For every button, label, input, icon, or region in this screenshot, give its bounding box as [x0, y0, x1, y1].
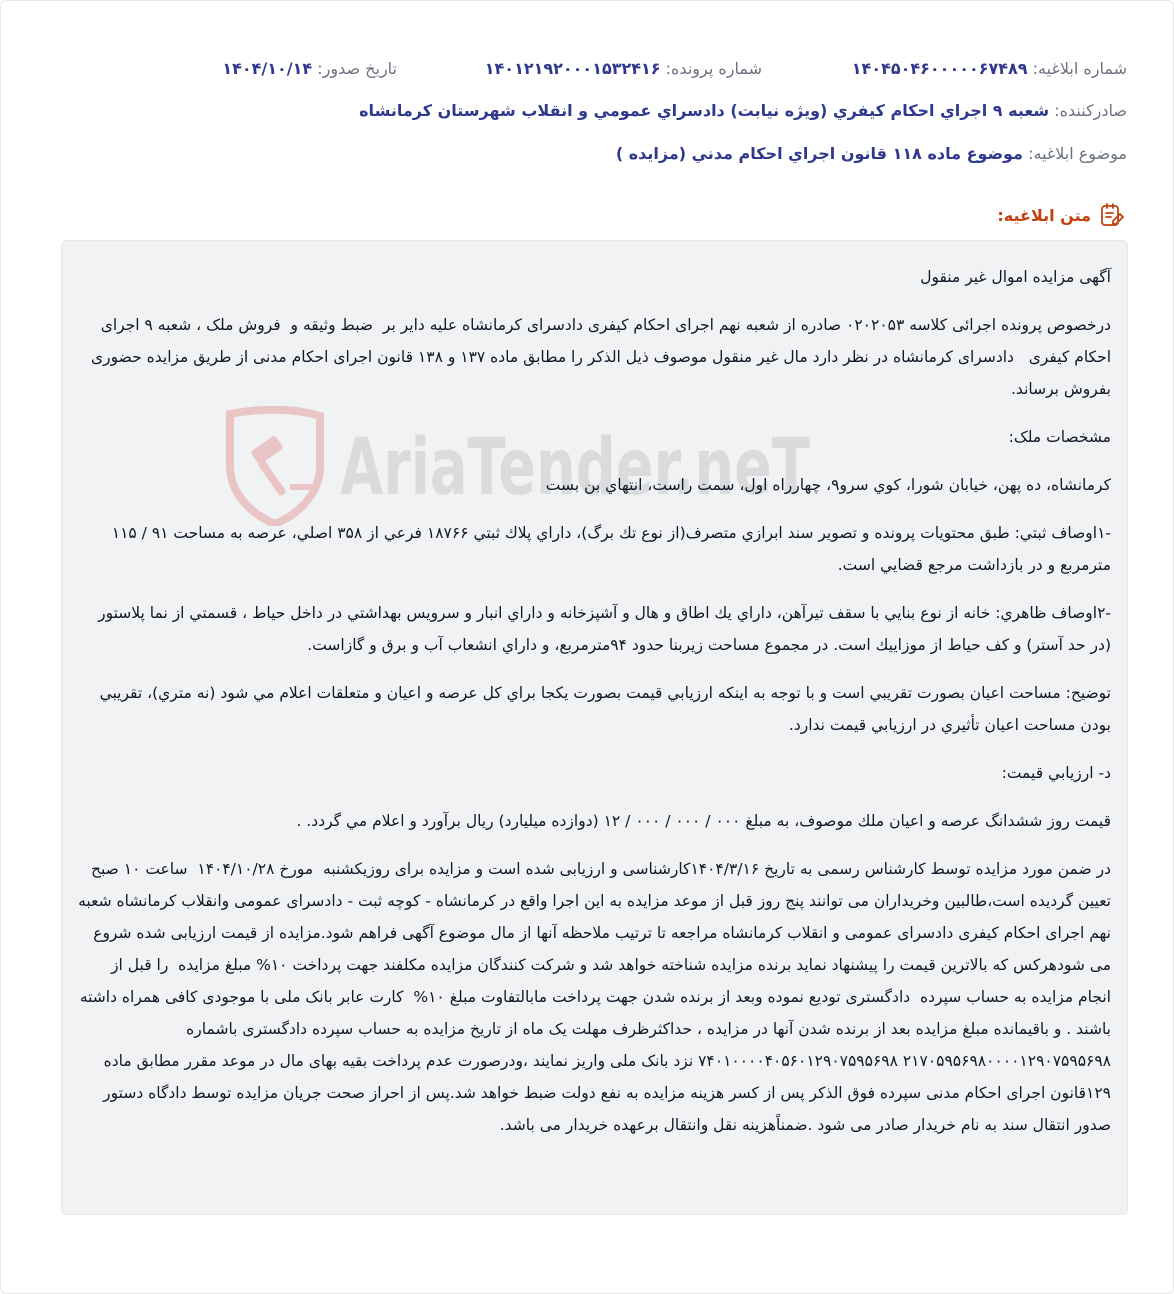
notice-heading-text: آگهی مزایده اموال غیر منقول [920, 268, 1111, 286]
notice-paragraph: قيمت روز ششدانگ عرصه و اعيان ملك موصوف، به مبلغ ۰۰۰ / ۰۰۰ / ۰۰۰ / ۱۲ (دوازده ميليارد) ريال برآورد و اعلام مي گردد. . [296, 812, 1111, 830]
subject-label: موضوع ابلاغیه: [1028, 144, 1127, 163]
notice-number-label: شماره ابلاغیه: [1032, 59, 1127, 78]
notice-paragraph: -۲اوصاف ظاهري: خانه از نوع بنايي با سقف تيرآهن، داراي يك اطاق و هال و آشپزخانه و داراي انبار و سرويس بهداشتي در داخل حياط ، قسمتي از نما پلاستور (در حد آستر) و كف حياط از موزاييك است. در مجموع مساحت زيربنا حدود ۹۴مترمربع، و داراي انشعاب آب و برق و گازاست. [93, 604, 1111, 654]
case-number-field [485, 57, 762, 81]
notice-paragraph: د- ارزيابي قيمت: [1001, 764, 1111, 782]
watermark-text: AriaTender.neT [340, 423, 810, 513]
notice-number-field [852, 57, 1127, 81]
subject-field [616, 142, 1127, 166]
notice-body [73, 261, 1111, 1157]
document-pen-icon [1099, 202, 1125, 228]
notice-paragraph: -۱اوصاف ثبتي: طبق محتويات پرونده و تصوير سند ابرازي متصرف(از نوع تك برگ)، داراي پلاك ثبتي ۱۸۷۶۶ فرعي از ۳۵۸ اصلي، عرصه به مساحت ۹۱ / ۱۱۵ مترمربع و در بازداشت مرجع قضايي است. [106, 524, 1111, 574]
notice-number-value: ۱۴۰۴۵۰۴۶۰۰۰۰۰۶۷۴۸۹ [851, 59, 1028, 78]
notice-paragraph: توضيح: مساحت اعيان بصورت تقريبي است و با توجه به اينكه ارزيابي قيمت بصورت يكجا براي كل عرصه و اعيان و متعلقات اعلام مي شود (نه متري)، تقريبي بودن مساحت اعيان تأثيري در ارزيابي قيمت ندارد. [94, 684, 1111, 734]
case-number-value: ۱۴۰۱۲۱۹۲۰۰۰۱۵۳۲۴۱۶ [484, 59, 661, 78]
notice-paragraph: درخصوص پرونده اجرائی کلاسه ۰۲۰۲۰۵۳ صادره از شعبه نهم اجرای احکام کیفری دادسرای کرمانشاه علیه دایر بر ضبط وثیقه و فروش ملک ، شعبه ۹ اجرای احکام کیفری دادسرای کرمانشاه در نظر دارد مال غیر منقول موصوف ذیل الذکر را مطابق ماده ۱۳۷ و ۱۳۸ قانون اجرای احکام مدنی از طریق مزایده حضوری بفروش برساند. [86, 316, 1111, 398]
notice-text-panel [61, 240, 1128, 1215]
issue-date-value: ۱۴۰۴/۱۰/۱۴ [222, 59, 313, 78]
issue-date-field [222, 57, 397, 81]
notice-text-heading [997, 202, 1125, 228]
issue-date-label: تاریخ صدور: [317, 59, 397, 78]
notice-text-title: متن ابلاغیه: [997, 205, 1091, 225]
notice-paragraph: مشخصات ملک: [1008, 428, 1111, 446]
case-number-label: شماره پرونده: [665, 59, 762, 78]
issuer-field [359, 99, 1127, 123]
notice-paragraph: در ضمن مورد مزایده توسط کارشناس رسمی به تاریخ ۱۴۰۴/۳/۱۶کارشناسی و ارزیابی شده است و مزایده برای روزیکشنبه مورخ ۱۴۰۴/۱۰/۲۸ ساعت ۱۰ صبح تعیین گردیده است،طالبین وخریداران می توانند پنج روز قبل از موعد مزایده به این اجرا واقع در کرمانشاه - کوچه ثبت - دادسرای عمومی وانقلاب کرمانشاه شعبه نهم اجرای احکام کیفری دادسرای عمومی و انقلاب کرمانشاه مراجعه تا ترتیب ملاحظه آنها از مال موضوع آگهی فراهم شود.مزایده از قیمت ارزیابی شده شروع می شودهرکس که بالاترین قیمت را پیشنهاد نماید برنده مزایده شناخته خواهد شد و شرکت کنندگان مزایده مکلفند جهت پرداخت ۱۰% مبلغ مزایده را قبل از انجام مزایده به حساب سپرده دادگستری تودیع نموده وبعد از برنده شدن جهت پرداخت مابالتفاوت مبلغ ۱۰% کارت عابر بانک ملی با موجودی کافی همراه داشته باشند . و باقیمانده مبلغ مزایده بعد از برنده شدن آنها در مزایده ، حداکثرظرف مهلت یک ماه از تاریخ مزایده به حساب سپرده دادگستری باشماره ۲۱۷۰۵۹۵۶۹۸۰۰۰۰۱۲۹۰۷۵۹۵۶۹۸ ۷۴۰۱۰۰۰۰۴۰۵۶۰۱۲۹۰۷۵۹۵۶۹۸ نزد بانک ملی واریز نمایند ،ودرصورت عدم پرداخت بقیه بهای مال در موعد مقرر مطابق ماده ۱۲۹قانون اجرای احکام مدنی سپرده فوق الذکر پس از کسر هزینه مزایده به نفع دولت ضبط خواهد شد.پس از احراز صحت جریان مزایده توسط دادگاه دستور صدور انتقال سند به نام خریدار صادر می شود .ضمناًهزینه نقل وانتقال برعهده خریدار می باشد. [73, 860, 1111, 1134]
subject-value: موضوع ماده ۱۱۸ قانون اجراي احكام مدني (مزايده ) [615, 144, 1023, 163]
issuer-value: شعبه ۹ اجراي احكام كيفري (ويژه نيابت) دادسراي عمومي و انقلاب شهرستان كرمانشاه [359, 101, 1050, 120]
issuer-label: صادرکننده: [1054, 101, 1127, 120]
notice-paragraph: كرمانشاه، ده پهن، خيابان شورا، كوي سرو۹، چهارراه اول، سمت راست، انتهاي بن بست [545, 476, 1111, 494]
